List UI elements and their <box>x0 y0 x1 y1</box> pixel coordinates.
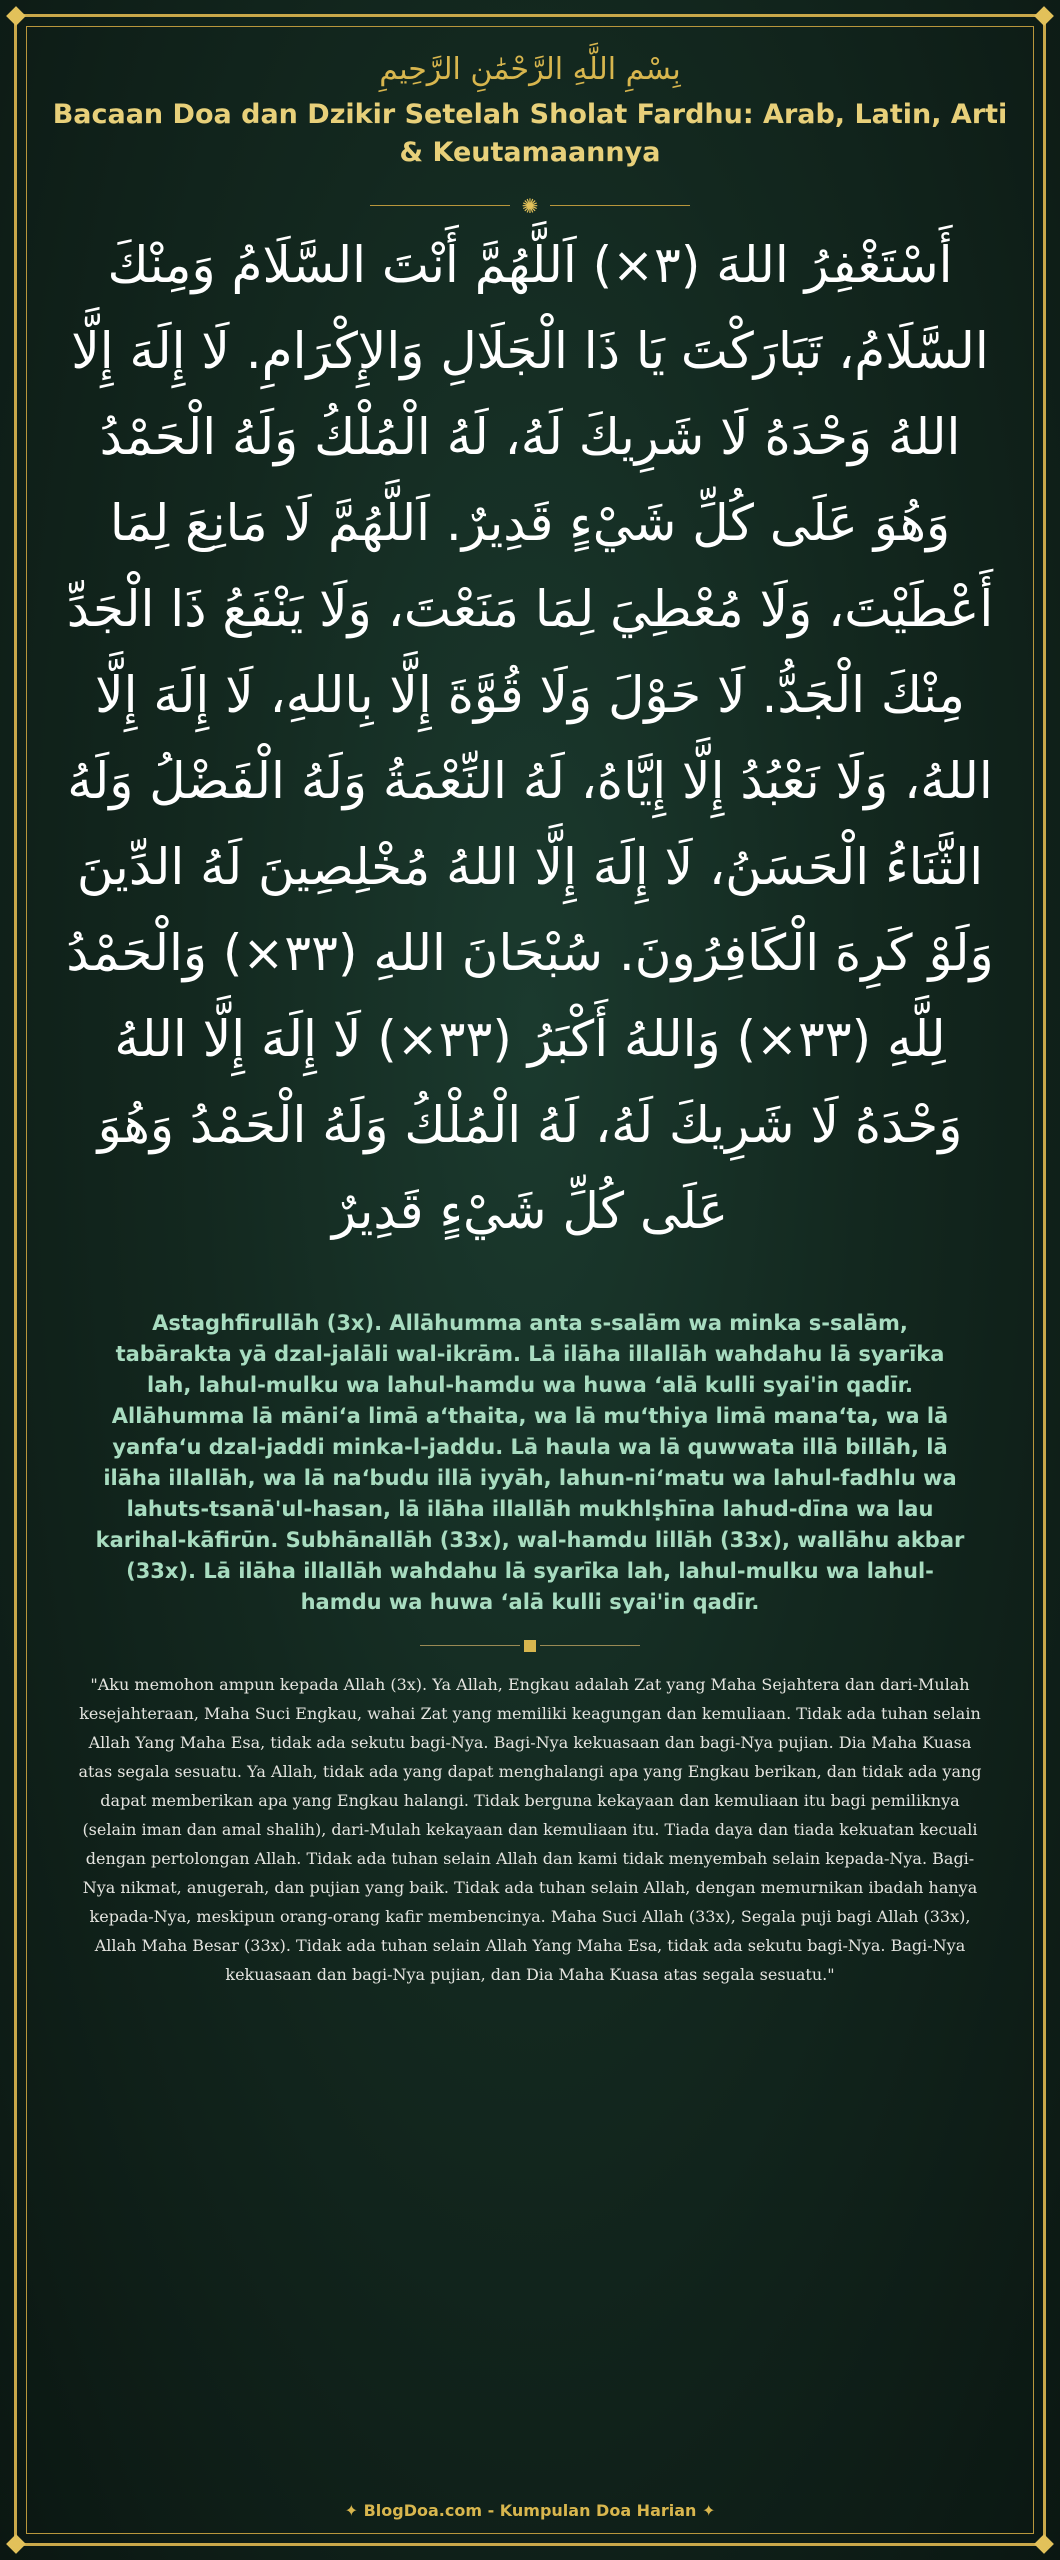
footer-credit: ✦ BlogDoa.com - Kumpulan Doa Harian ✦ <box>344 2501 716 2520</box>
page-title: Bacaan Doa dan Dzikir Setelah Sholat Fardhu: Arab, Latin, Arti & Keutamaannya <box>52 99 1008 168</box>
flower-ornament-icon: ✺ <box>521 194 539 218</box>
divider-line-left <box>420 1645 520 1646</box>
divider-line-left <box>370 205 510 206</box>
main-content <box>50 50 1010 1989</box>
section-divider <box>420 1638 640 1654</box>
divider-line-right <box>540 1645 640 1646</box>
doa-arabic-text: أَسْتَغْفِرُ اللهَ (٣×) اَللَّهُمَّ أَنْتَ السَّلَامُ وَمِنْكَ السَّلَامُ، تَبَارَكْتَ يَا ذَا الْجَلَالِ وَالإِكْرَامِ. لَا إِلَهَ إِلَّا اللهُ وَحْدَهُ لَا شَرِيكَ لَهُ، لَهُ الْمُلْكُ وَلَهُ الْحَمْدُ وَهُوَ عَلَى كُلِّ شَيْءٍ قَدِيرٌ. اَللَّهُمَّ لَا مَانِعَ لِمَا أَعْطَيْتَ، وَلَا مُعْطِيَ لِمَا مَنَعْتَ، وَلَا يَنْفَعُ ذَا الْجَدِّ مِنْكَ الْجَدُّ. لَا حَوْلَ وَلَا قُوَّةَ إِلَّا بِاللهِ، لَا إِلَهَ إِلَّا اللهُ، وَلَا نَعْبُدُ إِلَّا إِيَّاهُ، لَهُ النِّعْمَةُ وَلَهُ الْفَضْلُ وَلَهُ الثَّنَاءُ الْحَسَنُ، لَا إِلَهَ إِلَّا اللهُ مُخْلِصِينَ لَهُ الدِّينَ وَلَوْ كَرِهَ الْكَافِرُونَ. سُبْحَانَ اللهِ (٣٣×) وَالْحَمْدُ لِلَّهِ (٣٣×) وَاللهُ أَكْبَرُ (٣٣×) لَا إِلَهَ إِلَّا اللهُ وَحْدَهُ لَا شَرِيكَ لَهُ، لَهُ الْمُلْكُ وَلَهُ الْحَمْدُ وَهُوَ عَلَى كُلِّ شَيْءٍ قَدِيرٌ <box>66 236 994 1240</box>
doa-latin-transliteration: Astaghfirullāh (3x). Allāhumma anta s-salām wa minka s-salām, tabārakta yā dzal-jalāli wal-ikrām. Lā ilāha illallāh wahdahu lā syarīka lah, lahul-mulku wa lahul-hamdu wa huwa ‘alā kulli syai'in qadīr. Allāhumma lā māni‘a limā a‘thaita, wa lā mu‘thiya limā mana‘ta, wa lā yanfa‘u dzal-jaddi minka-l-jaddu. Lā haula wa lā quwwata illā billāh, lā ilāha illallāh, wa lā na‘budu illā iyyāh, lahun-ni‘matu wa lahul-fadhlu wa lahuts-tsanā'ul-hasan, lā ilāha illallāh mukhlṣhīna lahud-dīna wa lau karihal-kāfirūn. Subhānallāh (33x), wal-hamdu lillāh (33x), wallāhu akbar (33x). Lā ilāha illallāh wahdahu lā syarīka lah, lahul-mulku wa lahul-hamdu wa huwa ‘alā kulli syai'in qadīr. <box>95 1311 965 1614</box>
divider-line-right <box>550 205 690 206</box>
square-ornament-icon <box>524 1640 536 1652</box>
title-divider <box>370 194 690 218</box>
doa-translation: "Aku memohon ampun kepada Allah (3x). Ya Allah, Engkau adalah Zat yang Maha Sejahtera dan dari-Mulah kesejahteraan, Maha Suci Engkau, wahai Zat yang memiliki keagungan dan kemuliaan. Tidak ada tuhan selain Allah Yang Maha Esa, tidak ada sekutu bagi-Nya. Bagi-Nya kekuasaan dan bagi-Nya pujian. Dia Maha Kuasa atas segala sesuatu. Ya Allah, tidak ada yang dapat menghalangi apa yang Engkau berikan, dan tidak ada yang dapat memberikan apa yang Engkau halangi. Tidak berguna kekayaan dan kemuliaan itu bagi pemiliknya (selain iman dan amal shalih), dari-Mulah kekayaan dan kemuliaan itu. Tiada daya dan tiada kekuatan kecuali dengan pertolongan Allah. Tidak ada tuhan selain Allah dan kami tidak menyembah selain kepada-Nya. Bagi-Nya nikmat, anugerah, dan pujian yang baik. Tidak ada tuhan selain Allah, dengan memurnikan ibadah hanya kepada-Nya, meskipun orang-orang kafir membencinya. Maha Suci Allah (33x), Segala puji bagi Allah (33x), Allah Maha Besar (33x). Tidak ada tuhan selain Allah Yang Maha Esa, tidak ada sekutu bagi-Nya. Bagi-Nya kekuasaan dan bagi-Nya pujian, dan Dia Maha Kuasa atas segala sesuatu." <box>78 1675 982 1984</box>
bismillah-heading: بِسْمِ اللَّهِ الرَّحْمَٰنِ الرَّحِيمِ <box>379 52 681 87</box>
